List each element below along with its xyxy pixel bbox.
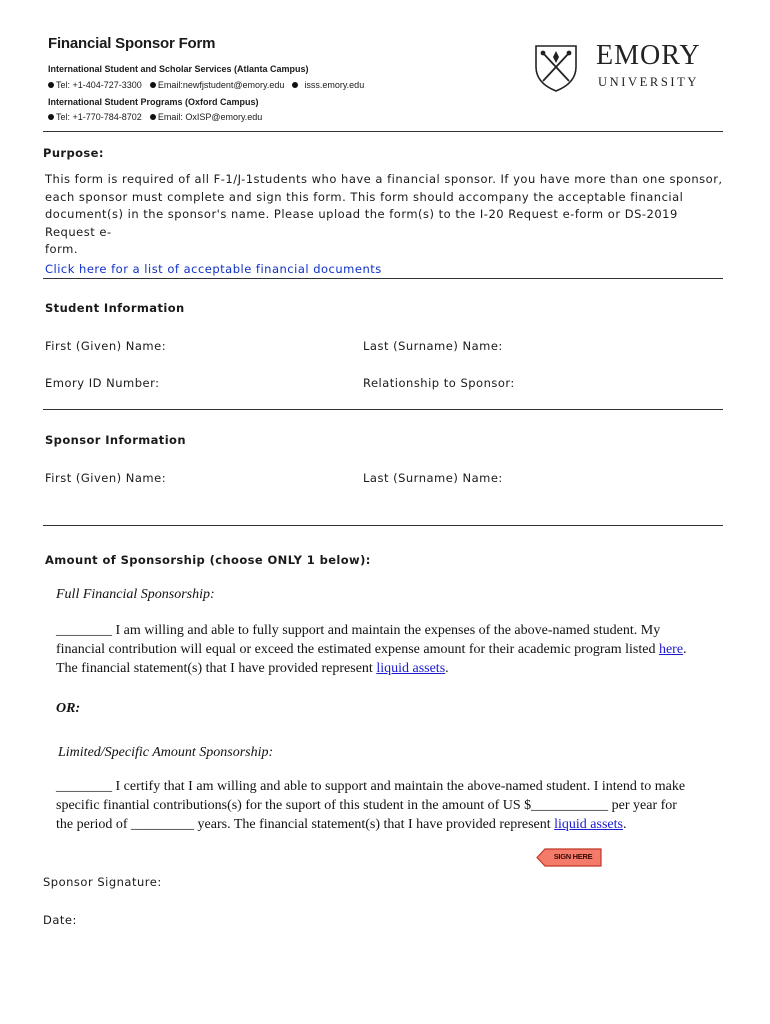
liquid-assets-link[interactable]: liquid assets [554,817,623,832]
limited-sponsorship-title-text: Limited/Specific Amount Sponsorship: [58,745,274,760]
financial-docs-link[interactable]: Click here for a list of acceptable financial documents [45,261,382,276]
limited-sponsorship-title [58,743,273,762]
limited-line [56,815,756,834]
sponsor-first-name-label: First (Given) Name: [45,471,167,485]
oxford-contact [48,112,262,122]
divider [43,131,723,132]
sponsor-last-name-label: Last (Surname) Name: [363,471,503,485]
date-label: Date: [43,913,77,927]
oxford-tel: Tel: +1-770-784-8702 [56,112,142,122]
expense-here-link[interactable]: here [658,642,684,657]
liquid-assets-link[interactable]: liquid assets [376,661,446,676]
purpose-line: each sponsor must complete and sign this form. This form should accompany the acceptable financial [45,189,684,204]
limited-line: ________ I certify that I am willing and able to support and maintain the above-named student. I intend to make [56,779,686,794]
logo-subtitle: UNIVERSITY [598,75,699,89]
full-line [56,640,746,659]
full-sponsorship-title-text: Full Financial Sponsorship: [56,587,215,602]
student-first-name-label: First (Given) Name: [45,339,167,353]
divider [43,409,723,410]
purpose-line: This form is required of all F-1/J-1students who have a financial sponsor. If you have more than one sponsor, [45,172,723,186]
sign-here-button[interactable] [536,848,602,867]
bullet-icon [48,82,54,88]
full-line-text: financial contribution will equal or exceed the estimated expense amount for their academic program listed [56,642,659,657]
form-title: Financial Sponsor Form [48,35,216,52]
full-sponsorship-title [56,585,215,604]
purpose-label: Purpose: [43,146,104,160]
limited-sponsorship-text [56,777,756,834]
atlanta-heading: International Student and Scholar Services (Atlanta Campus) [48,64,309,74]
full-line-text: The financial statement(s) that I have provided represent [56,661,377,676]
full-sponsorship-text [56,621,746,678]
bullet-icon [150,114,156,120]
atlanta-contact [48,80,364,90]
divider [43,278,723,279]
student-last-name-label: Last (Surname) Name: [363,339,503,353]
bullet-icon [150,82,156,88]
purpose-line: document(s) in the sponsor's name. Please upload the form(s) to the I-20 Request e-form or DS-2019 Request e- [45,207,678,239]
emory-shield-icon [533,43,579,93]
or-text: OR: [56,701,81,716]
oxford-email[interactable]: Email: OxISP@emory.edu [157,112,263,122]
or-label [56,699,80,718]
limited-line-text: . [622,817,627,832]
full-line [56,659,746,678]
full-line: ________ I am willing and able to fully support and maintain the expenses of the above-named student. My [56,623,661,638]
purpose-text [45,171,725,278]
bullet-icon [292,82,298,88]
bullet-icon [48,114,54,120]
limited-line: specific finantial contributions(s) for the suport of this student in the amount of US $___________ per year for [56,798,677,813]
oxford-heading: International Student Programs (Oxford Campus) [48,97,259,107]
purpose-line: form. [45,242,78,256]
relationship-label: Relationship to Sponsor: [363,376,515,390]
sponsor-signature-label: Sponsor Signature: [43,875,162,889]
sign-here-label: SIGN HERE [553,852,593,861]
atlanta-email[interactable]: Email:newfjstudent@emory.edu [157,80,285,90]
logo-wordmark: EMORY [596,40,701,71]
student-info-heading: Student Information [45,301,185,315]
full-line-text: . [683,642,687,657]
atlanta-web[interactable]: isss.emory.edu [304,80,365,90]
divider [43,525,723,526]
full-line-text: . [445,661,449,676]
atlanta-tel: Tel: +1-404-727-3300 [56,80,142,90]
limited-line-text: the period of _________ years. The financial statement(s) that I have provided represent [56,817,555,832]
emory-id-label: Emory ID Number: [45,376,160,390]
sponsor-info-heading: Sponsor Information [45,433,186,447]
amount-heading: Amount of Sponsorship (choose ONLY 1 below): [45,553,371,567]
